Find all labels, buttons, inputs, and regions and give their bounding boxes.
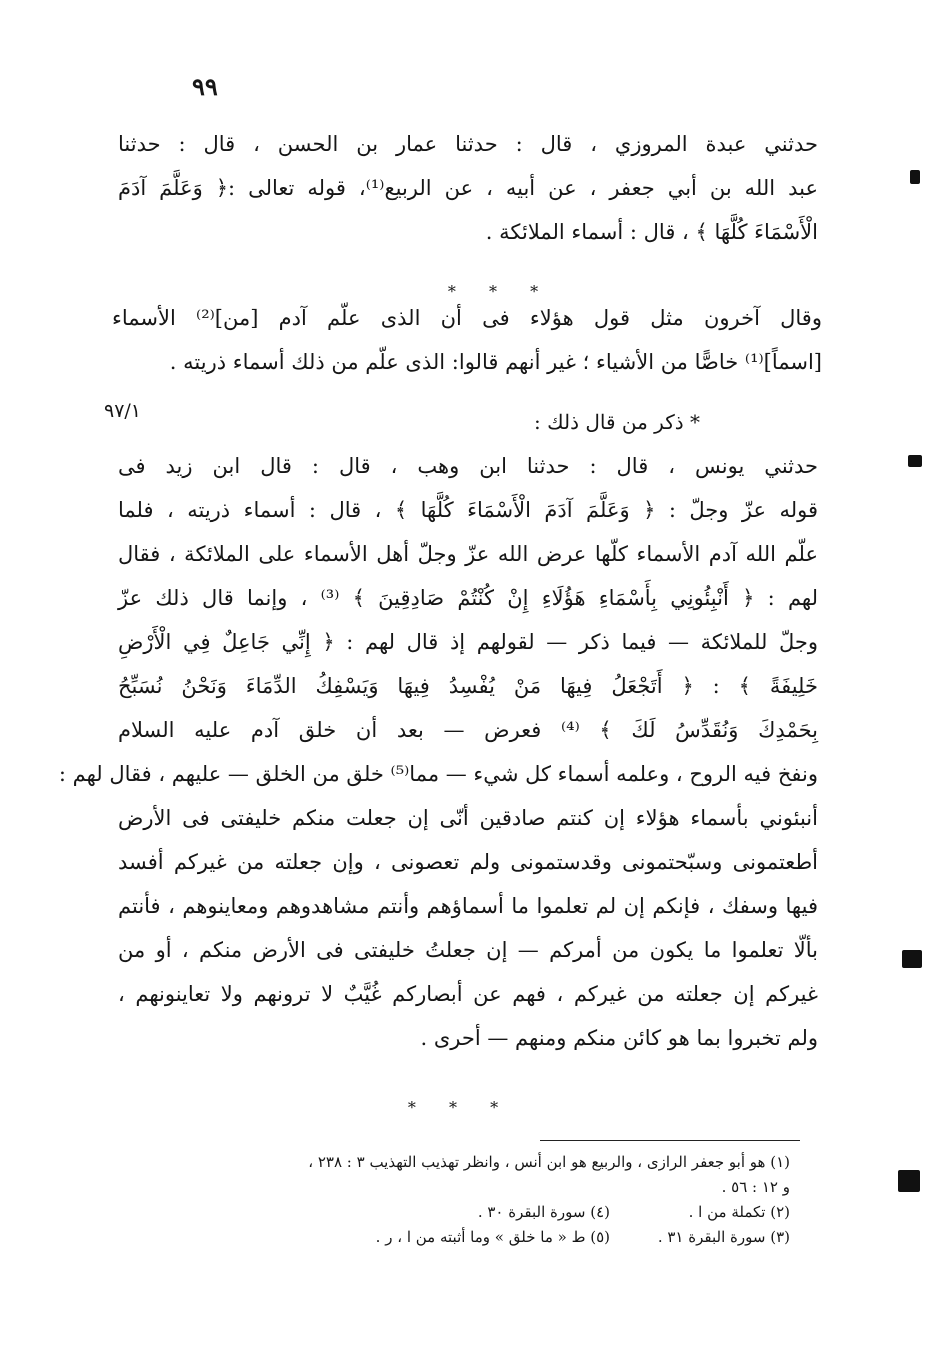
separator-stars: * * *	[407, 1098, 513, 1117]
text-line: أطعتمونى وسبّحتمونى وقدستمونى ولم تعصونى ، وإن جعلته من غيركم أفسد	[118, 850, 818, 874]
footnote-2: (٢) تكملة من ا .	[688, 1203, 790, 1221]
text-line: بِحَمْدِكَ وَنُقَدِّسُ لَكَ ﴾ ⁽⁴⁾ فعرض — بعد أن خلق آدم عليه السلام	[118, 718, 818, 742]
text-line: الْأَسْمَاءَ كُلَّهَا ﴾ ، قال : أسماء الملائكة .	[485, 220, 818, 244]
paragraph-1	[118, 122, 818, 254]
text-line: ونفخ فيه الروح ، وعلمه أسماء كل شيء — مما⁽⁵⁾ خلق من الخلق — عليهم ، فقال لهم :	[58, 762, 818, 786]
text-line: وقال آخرون مثل قول هؤلاء فى أن الذى علّم آدم [من]⁽²⁾ الأسماء	[112, 306, 822, 330]
text-line: حدثني يونس ، قال : حدثنا ابن وهب ، قال : قال ابن زيد فى	[118, 454, 818, 478]
footnote-3: (٣) سورة البقرة ٣١ .	[657, 1228, 790, 1246]
footnote-5: (٥) ط « ما خلق » وما أثبته من ا ، ر .	[375, 1228, 610, 1246]
text-line: [اسماً]⁽¹⁾ خاصًّا من الأشياء ؛ غير أنهم قالوا: الذى علّم من ذلك أسماء ذريته .	[169, 350, 822, 374]
paragraph-3	[58, 444, 818, 1060]
separator-stars: * * *	[447, 282, 553, 301]
footnote-divider	[540, 1140, 800, 1141]
text-line: بألّا تعلموا ما يكون من أمركم — إن جعلتُ خليفتى فى الأرض منكم ، أو من	[118, 938, 818, 962]
footnote-row	[150, 1200, 790, 1225]
footnote-1-continued: و ١٢ : ٥٦ .	[721, 1178, 790, 1196]
footnotes	[150, 1150, 790, 1250]
footnote-1: (١) هو أبو جعفر الرازى ، والربيع هو ابن أنس ، وانظر تهذيب التهذيب ٣ : ٢٣٨ ،	[308, 1153, 790, 1171]
text-line: علّم الله آدم الأسماء كلّها عرض الله عزّ وجلّ أهل الأسماء على الملائكة ، فقال	[118, 542, 818, 566]
text-line: عبد الله بن أبي جعفر ، عن أبيه ، عن الربيع⁽¹⁾، قوله تعالى :﴿ وَعَلَّمَ آدَمَ	[118, 176, 818, 200]
text-line: غيركم إن جعلته من غيركم ، فهم عن أبصاركم غُيَّبٌ لا ترونهم ولا تعاينونهم ،	[118, 982, 818, 1006]
text-line: أنبئوني بأسماء هؤلاء إن كنتم صادقين أنّى إن جعلت منكم خليفتى فى الأرض	[118, 806, 818, 830]
footnote-4: (٤) سورة البقرة ٣٠ .	[477, 1203, 610, 1221]
section-heading: * ذكر من قال ذلك :	[534, 410, 700, 434]
text-line: وجلّ للملائكة — فيما ذكر — لقولهم إذ قال لهم : ﴿ إِنِّي جَاعِلٌ فِي الْأَرْضِ	[118, 630, 818, 654]
scan-mark	[902, 950, 922, 968]
paragraph-2	[112, 296, 822, 384]
scan-mark	[898, 1170, 920, 1192]
text-line: ولم تخبروا بما هو كائن منكم ومنهم — أحرى .	[420, 1026, 818, 1050]
text-line: قوله عزّ وجلّ : ﴿ وَعَلَّمَ آدَمَ الْأَسْمَاءَ كُلَّهَا ﴾ ، قال : أسماء ذريته ، فلما	[118, 498, 818, 522]
text-line: خَلِيفَةً ﴾ : ﴿ أَتَجْعَلُ فِيهَا مَنْ يُفْسِدُ فِيهَا وَيَسْفِكُ الدِّمَاءَ وَنَحْنُ نُسَبِّحُ	[118, 674, 818, 698]
scan-mark	[908, 455, 922, 467]
footnote-row	[150, 1225, 790, 1250]
text-line: لهم : ﴿ أَنْبِئُونِي بِأَسْمَاءِ هَؤُلَاءِ إِنْ كُنْتُمْ صَادِقِينَ ﴾ ⁽³⁾ ، وإنما قال ذلك عزّ	[118, 586, 818, 610]
text-line: فيها وسفك ، فإنكم إن لم تعلموا ما أسماؤهم وأنتم مشاهدوهم ومعاينوهم ، فأنتم	[118, 894, 818, 918]
text-line: حدثني عبدة المروزي ، قال : حدثنا عمار بن الحسن ، قال : حدثنا	[118, 132, 818, 156]
scan-mark	[910, 170, 920, 184]
margin-reference: ٩٧/١	[104, 400, 142, 422]
page-number: ٩٩	[192, 72, 218, 101]
